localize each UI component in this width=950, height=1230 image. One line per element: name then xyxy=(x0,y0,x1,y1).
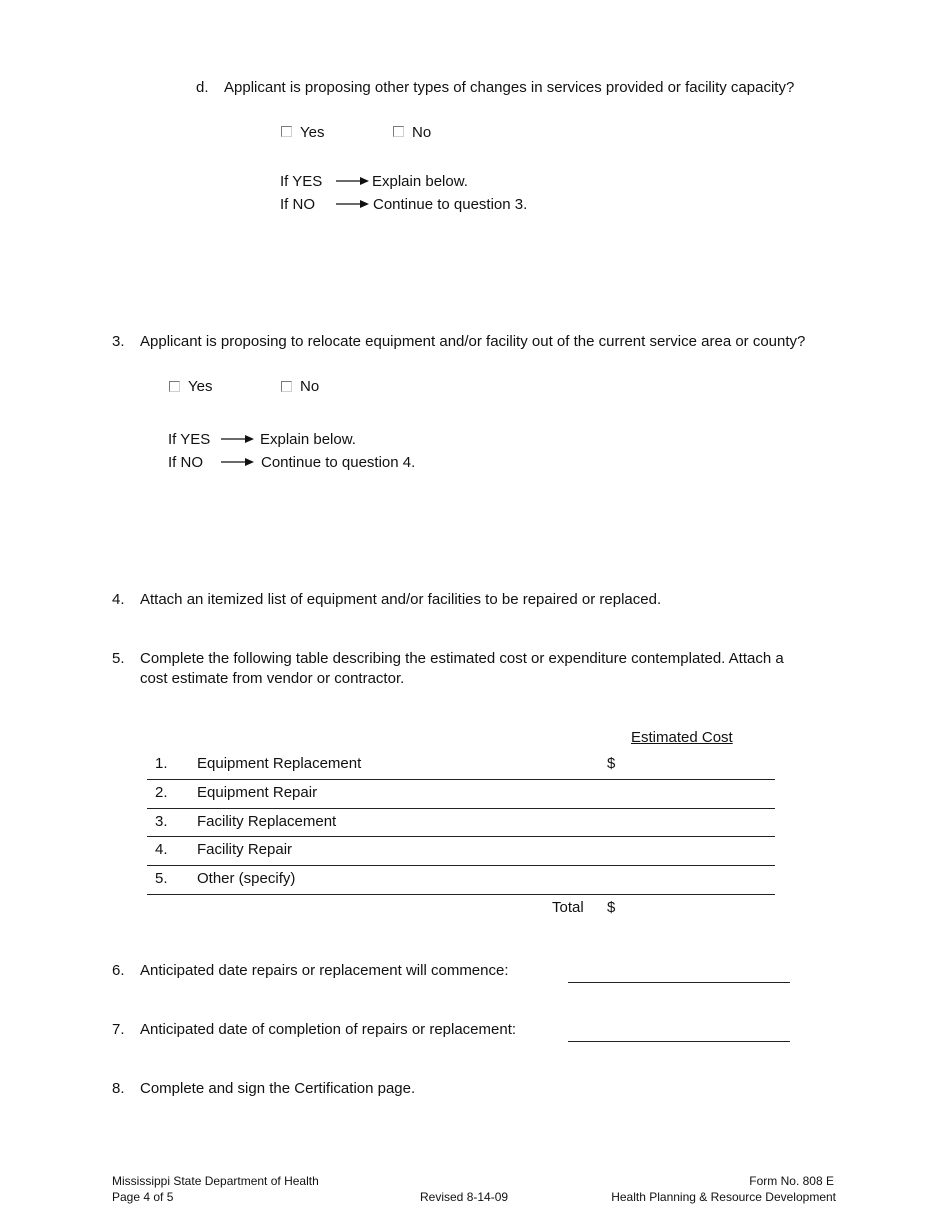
table-row-number: 2. xyxy=(155,784,168,801)
table-row-divider xyxy=(147,779,775,780)
q4-number: 4. xyxy=(112,591,125,608)
table-row-currency: $ xyxy=(607,755,616,772)
q8-number: 8. xyxy=(112,1080,125,1097)
arrow-right-icon xyxy=(336,198,370,210)
q2d-text: Applicant is proposing other types of changes in services provided or facility capacity? xyxy=(224,79,795,96)
arrow-right-icon xyxy=(221,433,255,445)
table-row-divider xyxy=(147,865,775,866)
table-row-number: 5. xyxy=(155,870,168,887)
table-total-currency: $ xyxy=(607,899,616,916)
arrow-right-icon xyxy=(221,456,255,468)
q6-date-field[interactable] xyxy=(568,982,790,983)
q7-date-field[interactable] xyxy=(568,1041,790,1042)
q3-no-label: No xyxy=(300,378,320,395)
q2d-no-label: No xyxy=(412,124,432,141)
q2d-yes-label: Yes xyxy=(300,124,325,141)
table-row-number: 1. xyxy=(155,755,168,772)
q2d-if-no-action: Continue to question 3. xyxy=(373,196,528,213)
q3-if-yes: If YES xyxy=(168,431,211,448)
q2d-yes-checkbox[interactable] xyxy=(281,126,292,137)
q5-number: 5. xyxy=(112,650,125,667)
table-row-label: Equipment Replacement xyxy=(197,755,362,772)
q3-text: Applicant is proposing to relocate equipment and/or facility out of the current service area or county? xyxy=(140,333,806,350)
q4-text: Attach an itemized list of equipment and/or facilities to be repaired or replaced. xyxy=(140,591,662,608)
footer-department: Mississippi State Department of Health xyxy=(112,1174,319,1188)
footer-revised: Revised 8-14-09 xyxy=(420,1190,509,1204)
arrow-right-icon xyxy=(336,175,370,187)
q6-number: 6. xyxy=(112,962,125,979)
q8-text: Complete and sign the Certification page. xyxy=(140,1080,416,1097)
q3-yes-label: Yes xyxy=(188,378,213,395)
q2d-if-yes: If YES xyxy=(280,173,323,190)
table-row-label: Facility Replacement xyxy=(197,813,337,830)
q3-if-yes-action: Explain below. xyxy=(260,431,356,448)
q3-yes-checkbox[interactable] xyxy=(169,381,180,392)
table-row-divider xyxy=(147,894,775,895)
q3-if-no-action: Continue to question 4. xyxy=(261,454,416,471)
table-row-number: 4. xyxy=(155,841,168,858)
table-row-label: Other (specify) xyxy=(197,870,296,887)
table-row-divider xyxy=(147,836,775,837)
cost-table-header: Estimated Cost xyxy=(631,729,733,746)
footer-form-number: Form No. 808 E xyxy=(749,1174,834,1188)
q3-no-checkbox[interactable] xyxy=(281,381,292,392)
footer-division: Health Planning & Resource Development xyxy=(611,1190,836,1204)
q2d-letter: d. xyxy=(196,79,209,96)
q7-number: 7. xyxy=(112,1021,125,1038)
q6-text: Anticipated date repairs or replacement will commence: xyxy=(140,962,509,979)
table-row-divider xyxy=(147,808,775,809)
table-row-number: 3. xyxy=(155,813,168,830)
q2d-if-no: If NO xyxy=(280,196,316,213)
footer-page-number: Page 4 of 5 xyxy=(112,1190,174,1204)
table-row-label: Facility Repair xyxy=(197,841,293,858)
q7-text: Anticipated date of completion of repairs or replacement: xyxy=(140,1021,517,1038)
q5-text-line1: Complete the following table describing the estimated cost or expenditure contemplated. Attach a xyxy=(140,650,784,667)
q3-number: 3. xyxy=(112,333,125,350)
q3-if-no: If NO xyxy=(168,454,204,471)
table-row-label: Equipment Repair xyxy=(197,784,318,801)
table-total-label: Total xyxy=(552,899,584,916)
q5-text-line2: cost estimate from vendor or contractor. xyxy=(140,670,405,687)
q2d-no-checkbox[interactable] xyxy=(393,126,404,137)
q2d-if-yes-action: Explain below. xyxy=(372,173,468,190)
